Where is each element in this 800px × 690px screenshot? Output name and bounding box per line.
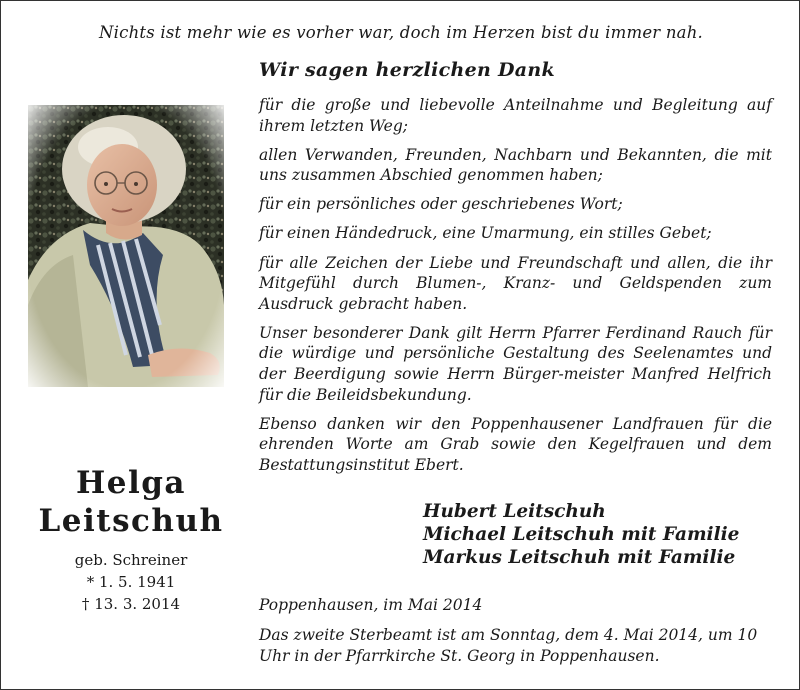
birth-date: * 1. 5. 1941 [86,573,176,591]
place-date: Poppenhausen, im Mai 2014 [259,596,483,614]
signer-name: Michael Leitschuh mit Familie [423,524,740,545]
birth-name: geb. Schreiner [74,551,188,569]
portrait-photo [28,105,224,387]
thanks-paragraph: für die große und liebevolle Anteilnahme und Begleitung auf ihrem letzten Weg; [259,96,772,135]
signer-name: Hubert Leitschuh [423,501,606,522]
thanks-heading: Wir sagen herzlichen Dank [259,59,555,81]
thanks-paragraph: allen Verwanden, Freunden, Nachbarn und Bekannten, die mit uns zusammen Abschied genommen haben; [259,145,772,185]
thanks-paragraph: für ein persönliches oder geschriebenes Wort; [259,195,623,214]
death-date: † 13. 3. 2014 [81,595,181,613]
thanks-text [259,95,772,484]
memorial-mass-note: Das zweite Sterbeamt ist am Sonntag, dem 4. Mai 2014, um 10 Uhr in der Pfarrkirche St. Georg in Poppenhausen. [259,626,758,665]
deceased-first-name: Helga [75,465,187,501]
deceased-last-name: Leitschuh [38,503,224,539]
thanks-paragraph: für alle Zeichen der Liebe und Freundschaft und allen, die ihr Mitgefühl durch Blumen-, Kranz- und Geldspenden zum Ausdruck gebracht haben. [259,253,772,313]
signer-name: Markus Leitschuh mit Familie [423,547,736,568]
thanks-paragraph: Ebenso danken wir den Poppenhausener Landfrauen für die ehrenden Worte am Grab sowie den Kegelfrauen und dem Bestattungsinstitut Ebert. [259,414,772,474]
signers-block [423,500,739,569]
thanks-paragraph: für einen Händedruck, eine Umarmung, ein stilles Gebet; [259,224,712,243]
thanks-paragraph: Unser besonderer Dank gilt Herrn Pfarrer Ferdinand Rauch für die würdige und persönliche Gestaltung des Seelenamtes und der Beerdigung sowie Herrn Bürger-meister Manfred Helfrich für die Beileidsbekundung. [259,323,772,404]
motto-line: Nichts ist mehr wie es vorher war, doch im Herzen bist du immer nah. [99,23,703,42]
